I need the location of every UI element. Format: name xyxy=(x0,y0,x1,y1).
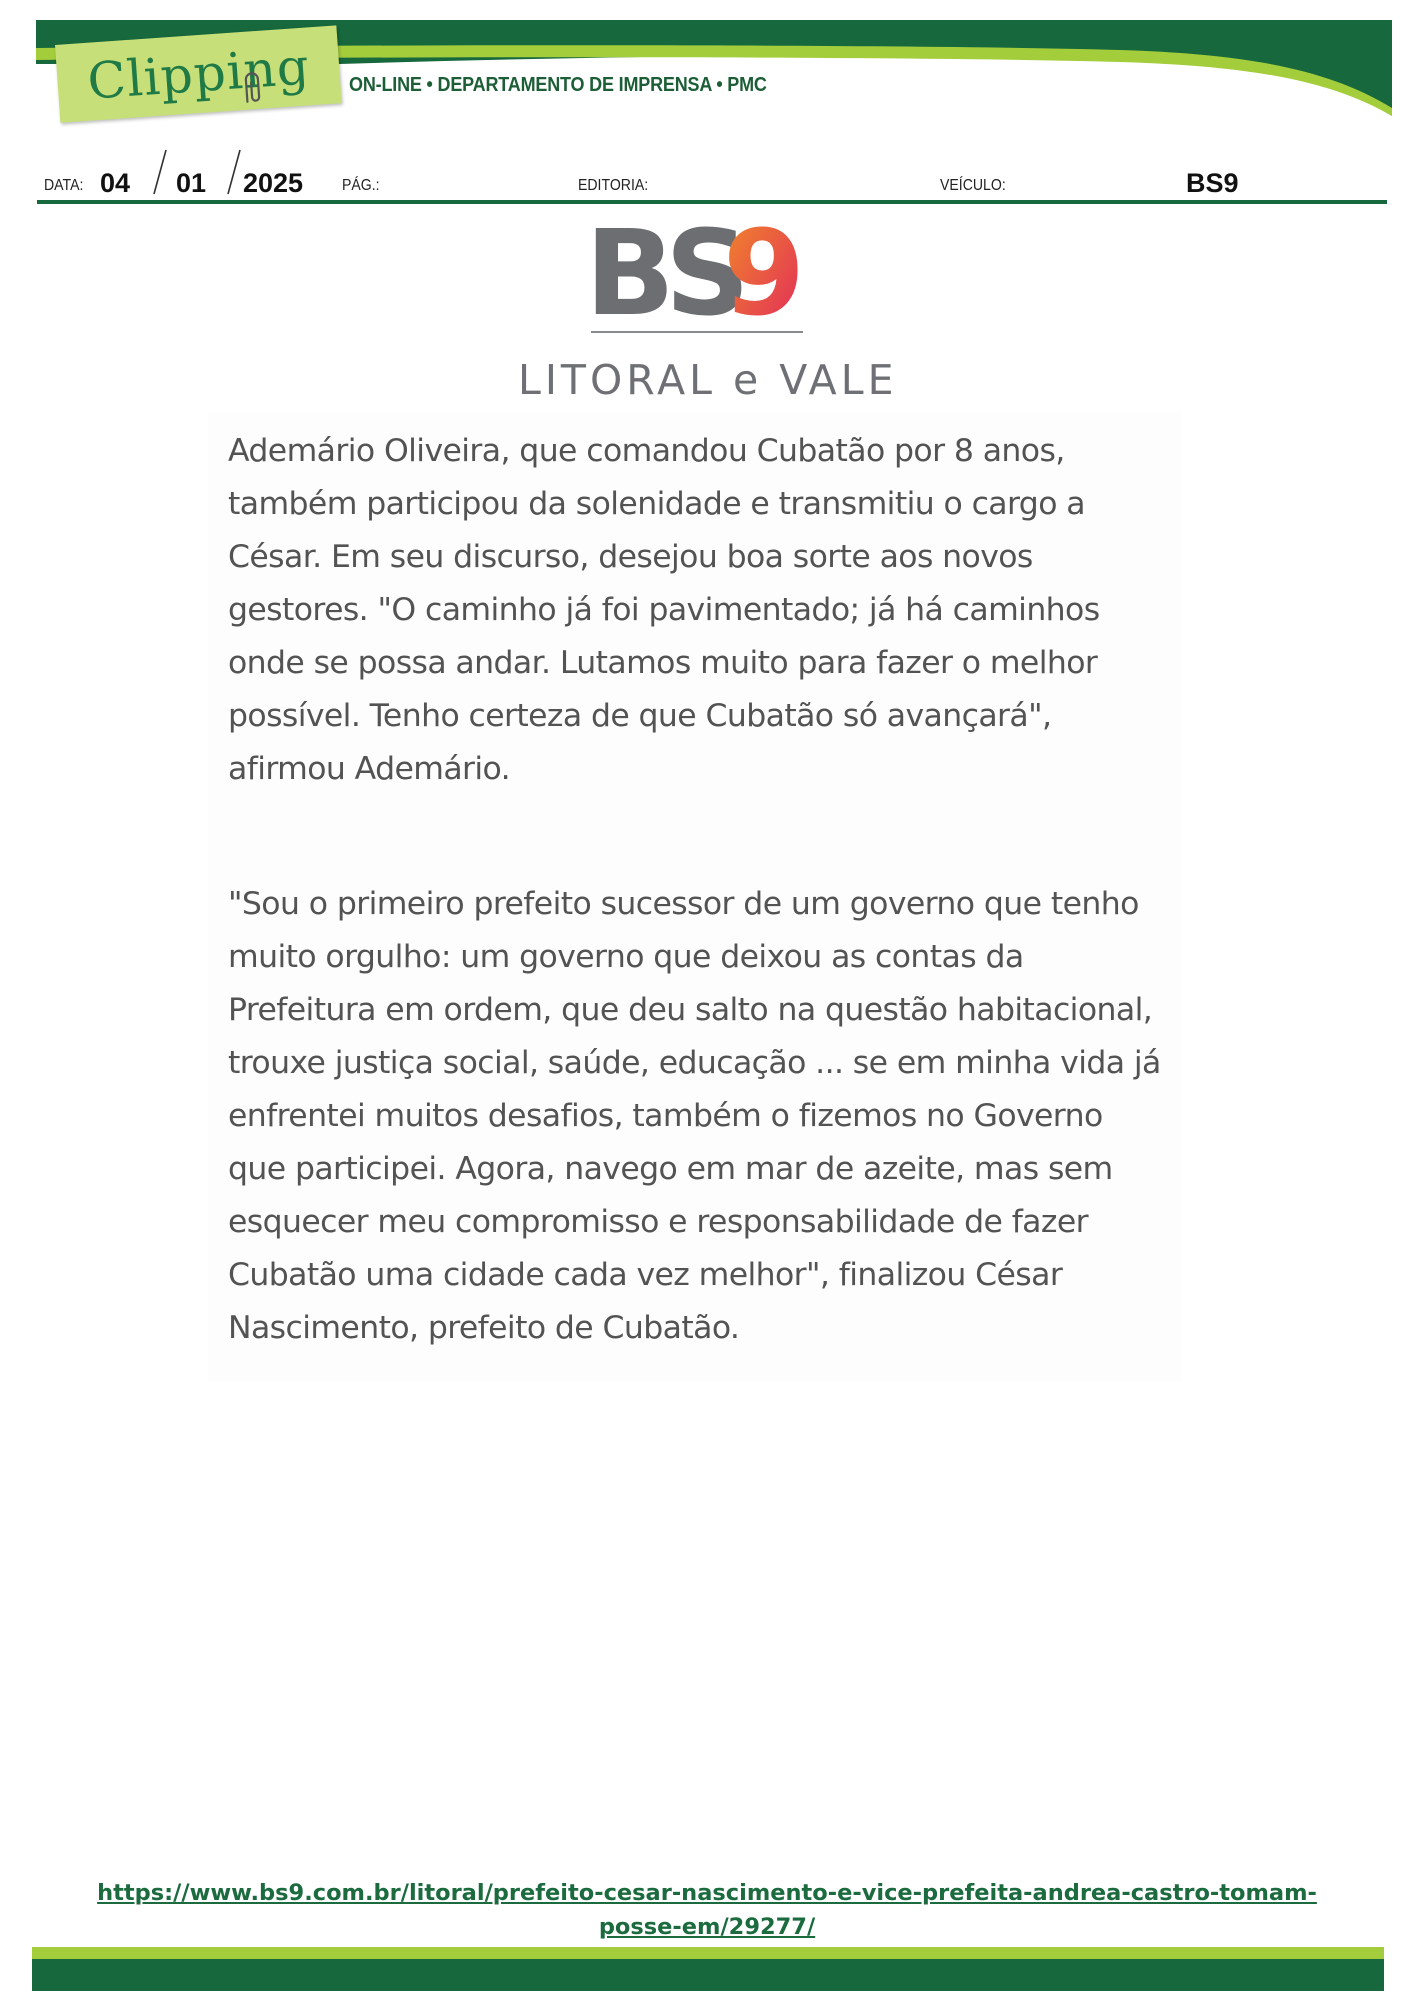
article-paragraph xyxy=(228,878,1161,1355)
paperclip-icon xyxy=(239,70,267,108)
editoria-label: EDITORIA: xyxy=(578,177,649,194)
logo-subtitle: LITORAL e VALE xyxy=(518,356,898,404)
text-line: afirmou Ademário. xyxy=(228,751,511,787)
text-line: Nascimento, prefeito de Cubatão. xyxy=(228,1310,740,1346)
page-label: PÁG.: xyxy=(342,177,380,194)
text-line: Prefeitura em ordem, que deu salto na questão habitacional, xyxy=(228,992,1153,1028)
text-line: enfrentei muitos desafios, também o fizemos no Governo xyxy=(228,1098,1103,1134)
text-line: Ademário Oliveira, que comandou Cubatão por 8 anos, xyxy=(228,433,1065,469)
date-year: 2025 xyxy=(243,168,304,198)
logo-bs-text: BS xyxy=(585,218,740,338)
date-month: 01 xyxy=(176,168,207,198)
footer-bar-light xyxy=(32,1947,1384,1959)
text-line: onde se possa andar. Lutamos muito para fazer o melhor xyxy=(228,645,1098,681)
text-line: esquecer meu compromisso e responsabilidade de fazer xyxy=(228,1204,1088,1240)
text-line: Cubatão uma cidade cada vez melhor", finalizou César xyxy=(228,1257,1063,1293)
header-title: ON-LINE • DEPARTAMENTO DE IMPRENSA • PMC xyxy=(349,74,767,96)
source-url-line[interactable]: posse-em/29277/ xyxy=(598,1914,816,1940)
text-line: trouxe justiça social, saúde, educação ... se em minha vida já xyxy=(228,1045,1161,1081)
text-line: possível. Tenho certeza de que Cubatão só avançará", xyxy=(228,698,1052,734)
clipping-label: Clipping xyxy=(85,37,312,111)
text-line: "Sou o primeiro prefeito sucessor de um governo que tenho xyxy=(228,886,1139,922)
source-url-link[interactable] xyxy=(70,1876,1344,1944)
header-divider xyxy=(37,200,1387,204)
date-label: DATA: xyxy=(44,177,84,194)
source-url-line[interactable]: https://www.bs9.com.br/litoral/prefeito-cesar-nascimento-e-vice-prefeita-andrea-castro-tomam- xyxy=(97,1880,1317,1906)
text-line: que participei. Agora, navego em mar de azeite, mas sem xyxy=(228,1151,1113,1187)
date-separator xyxy=(224,148,244,196)
text-line: gestores. "O caminho já foi pavimentado; já há caminhos xyxy=(228,592,1100,628)
date-day: 04 xyxy=(100,168,131,198)
text-line: César. Em seu discurso, desejou boa sorte aos novos xyxy=(228,539,1033,575)
text-line: também participou da solenidade e transmitiu o cargo a xyxy=(228,486,1085,522)
date-separator xyxy=(150,148,170,196)
vehicle-value: BS9 xyxy=(1186,168,1239,198)
bs9-logo xyxy=(585,218,815,338)
text-line: muito orgulho: um governo que deixou as contas da xyxy=(228,939,1024,975)
article-paragraph xyxy=(228,425,1158,796)
vehicle-label: VEÍCULO: xyxy=(940,177,1006,194)
footer-bar-dark xyxy=(32,1959,1384,1991)
logo-nine-text: 9 xyxy=(723,218,806,338)
